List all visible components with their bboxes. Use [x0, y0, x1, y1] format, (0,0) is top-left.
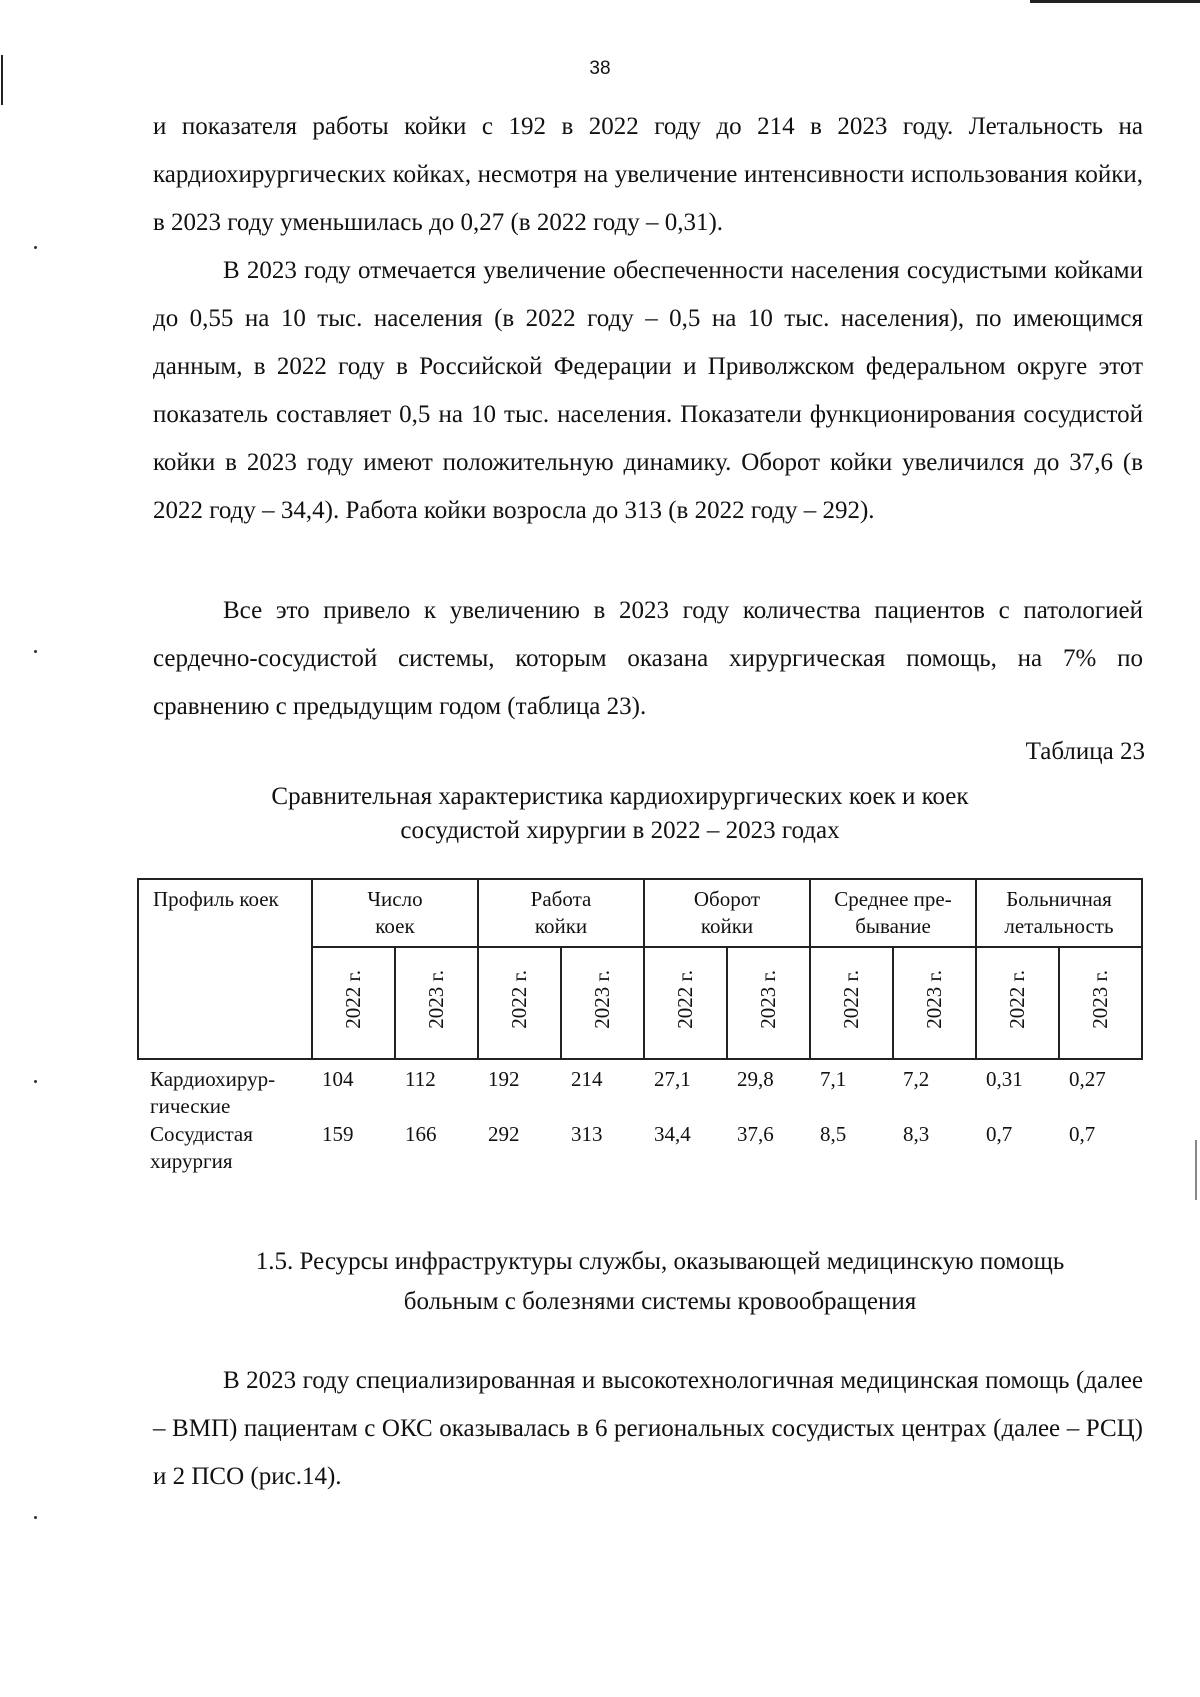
- table-cell: 0,7: [986, 1122, 1013, 1146]
- table-cell: 27,1: [654, 1067, 691, 1091]
- table-row: [138, 1121, 1142, 1175]
- group-header-beds: Число коек: [312, 879, 478, 947]
- table-cell: 29,8: [737, 1067, 774, 1091]
- top-rule: [1030, 0, 1200, 3]
- table-title: [240, 780, 1000, 848]
- table-cell: 0,7: [1069, 1122, 1096, 1146]
- comparison-table: [137, 878, 1143, 1175]
- group-header-bed-turnover: Оборот койки: [644, 879, 810, 947]
- table-cell: 0,27: [1069, 1067, 1106, 1091]
- table-cell: 292: [488, 1122, 520, 1146]
- group-header-bed-work: Работа койки: [478, 879, 644, 947]
- year-header: 2022 г.: [976, 947, 1059, 1059]
- section-heading: [180, 1242, 1140, 1322]
- paragraph-1: и показателя работы койки с 192 в 2022 году до 214 в 2023 году. Летальность на кардиохирургических койках, несмотря на увеличение интенсивности использования койки, в 2023 году уменьшилась до 0,27 (в 2022 году – 0,31).: [153, 113, 1143, 236]
- profile-header: Профиль коек: [138, 879, 312, 1059]
- scan-speck: [1195, 1140, 1197, 1200]
- year-header: 2022 г.: [810, 947, 893, 1059]
- table-cell: 8,3: [903, 1122, 930, 1146]
- year-header: 2023 г.: [395, 947, 478, 1059]
- scan-speck: [34, 1516, 37, 1519]
- year-header: 2022 г.: [644, 947, 727, 1059]
- table-cell: 192: [488, 1067, 520, 1091]
- section-heading-line-1: 1.5. Ресурсы инфраструктуры службы, оказывающей медицинскую помощь: [255, 1248, 1065, 1275]
- table-cell: 166: [405, 1122, 437, 1146]
- row-label: Сосудистая хирургия: [150, 1122, 253, 1173]
- table-label: Таблица 23: [1025, 738, 1145, 765]
- table-cell: 214: [571, 1067, 603, 1091]
- table-cell: 7,1: [820, 1067, 847, 1091]
- year-header: 2023 г.: [1059, 947, 1142, 1059]
- year-header: 2023 г.: [727, 947, 810, 1059]
- page-number: 38: [589, 58, 611, 79]
- section-paragraph: В 2023 году специализированная и высокотехнологичная медицинская помощь (далее – ВМП) пациентам с ОКС оказывалась в 6 региональных сосудистых центрах (далее – РСЦ) и 2 ПСО (рис.14).: [153, 1367, 1143, 1490]
- paragraph-2: В 2023 году отмечается увеличение обеспеченности населения сосудистыми койками до 0,55 на 10 тыс. населения (в 2022 году – 0,5 на 10 тыс. населения), по имеющимся данным, в 2022 году в Российской Федерации и Приволжском федеральном округе этот показатель составляет 0,5 на 10 тыс. населения. Показатели функционирования сосудистой койки в 2023 году имеют положительную динамику. Оборот койки увеличился до 37,6 (в 2022 году – 34,4). Работа койки возросла до 313 (в 2022 году – 292).: [153, 257, 1143, 524]
- year-header: 2023 г.: [893, 947, 976, 1059]
- table-cell: 0,31: [986, 1067, 1023, 1091]
- table-title-line-2: сосудистой хирургии в 2022 – 2023 годах: [400, 817, 840, 844]
- table-cell: 8,5: [820, 1122, 847, 1146]
- scan-speck: [34, 246, 37, 249]
- table-row: [138, 1059, 1142, 1121]
- table-title-line-1: Сравнительная характеристика кардиохирургических коек и коек: [271, 783, 969, 810]
- table-cell: 7,2: [903, 1067, 930, 1091]
- paragraph-3: Все это привело к увеличению в 2023 году количества пациентов с патологией сердечно-сосудистой системы, которым оказана хирургическая помощь, на 7% по сравнению с предыдущим годом (таблица 23).: [153, 597, 1143, 720]
- table-cell: 112: [405, 1067, 436, 1091]
- section-heading-line-2: больным с болезнями системы кровообращения: [403, 1288, 917, 1315]
- row-label: Кардиохирур- гические: [150, 1067, 276, 1118]
- year-header: 2022 г.: [478, 947, 561, 1059]
- group-header-average-stay: Среднее пре- бывание: [810, 879, 976, 947]
- table-cell: 37,6: [737, 1122, 774, 1146]
- year-header: 2023 г.: [561, 947, 644, 1059]
- table-cell: 34,4: [654, 1122, 691, 1146]
- table-cell: 313: [571, 1122, 603, 1146]
- year-header: 2022 г.: [312, 947, 395, 1059]
- table-cell: 104: [322, 1067, 354, 1091]
- table-cell: 159: [322, 1122, 354, 1146]
- scan-speck: [34, 1080, 37, 1083]
- scan-speck: [34, 650, 37, 653]
- group-header-mortality: Больничная летальность: [976, 879, 1142, 947]
